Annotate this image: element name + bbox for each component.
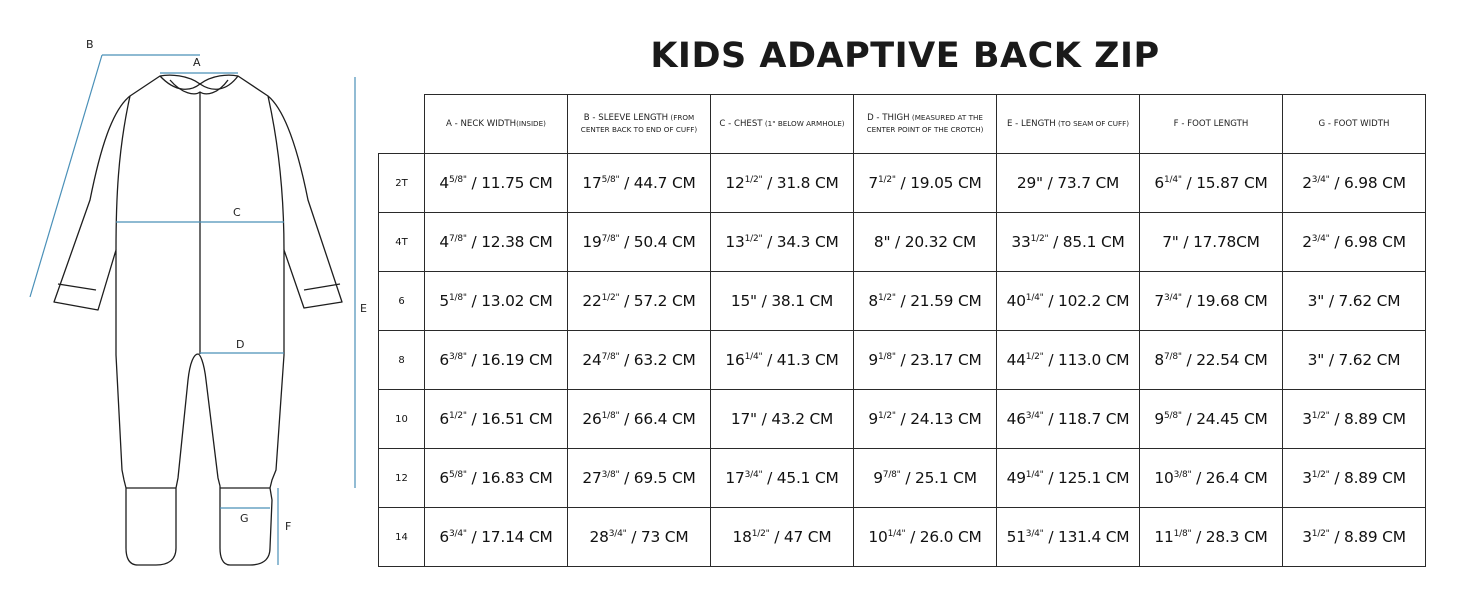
measurement-cm: / 31.8 CM <box>762 174 839 192</box>
measurement-cm: / 8.89 CM <box>1329 410 1406 428</box>
measurement-fraction: 1/2" <box>1311 470 1330 480</box>
header-row <box>379 95 1426 154</box>
column-header-label: B - SLEEVE LENGTH <box>583 113 669 123</box>
table-row <box>379 272 1426 331</box>
measurement-inches: 11 <box>1154 528 1174 546</box>
measurement-fraction: 3/4" <box>608 529 627 539</box>
measurement-fraction: 1/2" <box>744 175 763 185</box>
table-row <box>379 154 1426 213</box>
column-header-label: E - LENGTH <box>1006 119 1056 129</box>
dim-label-c: C <box>233 206 241 219</box>
measurement-fraction: 7/8" <box>882 470 901 480</box>
measurement-inches: 6 <box>439 469 449 487</box>
measurement-cm: / 7.62 CM <box>1324 351 1401 369</box>
measurement-inches: 7 <box>868 174 878 192</box>
measurement-inches: 8" <box>873 233 891 251</box>
measurement-fraction: 1/4" <box>1025 470 1044 480</box>
measurement-inches: 51 <box>1006 528 1026 546</box>
column-header <box>854 95 997 154</box>
column-header-note: (1" BELOW ARMHOLE) <box>762 119 845 128</box>
dimension-lines <box>30 55 355 565</box>
measurement-fraction: 1/2" <box>878 175 896 185</box>
measurement-cell <box>568 213 711 272</box>
measurement-inches: 2 <box>1302 233 1312 251</box>
column-header-label: D - THIGH <box>867 113 910 123</box>
measurement-inches: 6 <box>1154 174 1164 192</box>
measurement-inches: 3" <box>1307 292 1325 310</box>
dim-line-b-diagonal <box>30 55 102 297</box>
measurement-cm: / 16.51 CM <box>466 410 553 428</box>
measurement-fraction: 3/8" <box>449 352 467 362</box>
measurement-cm: / 6.98 CM <box>1329 233 1406 251</box>
measurement-inches: 13 <box>725 233 745 251</box>
measurement-cm: / 25.1 CM <box>900 469 977 487</box>
size-label: 6 <box>379 272 425 331</box>
measurement-cell <box>425 331 568 390</box>
column-header-note: (MEASURED AT THE CENTER POINT OF THE CROTCH) <box>866 113 984 134</box>
measurement-inches: 3" <box>1307 351 1325 369</box>
measurement-fraction: 1/4" <box>1164 175 1182 185</box>
measurement-cell <box>711 390 854 449</box>
measurement-inches: 9 <box>873 469 883 487</box>
measurement-cm: / 6.98 CM <box>1329 174 1406 192</box>
measurement-inches: 5 <box>439 292 449 310</box>
measurement-cm: / 19.05 CM <box>895 174 982 192</box>
measurement-inches: 4 <box>439 174 449 192</box>
measurement-inches: 24 <box>582 351 602 369</box>
measurement-fraction: 1/2" <box>878 411 896 421</box>
measurement-cm: / 57.2 CM <box>619 292 696 310</box>
measurement-cm: / 19.68 CM <box>1181 292 1268 310</box>
measurement-cm: / 34.3 CM <box>762 233 839 251</box>
measurement-cell <box>568 154 711 213</box>
measurement-cm: / 113.0 CM <box>1043 351 1130 369</box>
dim-label-f: F <box>285 520 292 533</box>
measurement-inches: 44 <box>1006 351 1026 369</box>
size-chart-table <box>378 94 1426 567</box>
measurement-cell <box>854 154 997 213</box>
measurement-fraction: 7/8" <box>449 234 467 244</box>
measurement-fraction: 1/8" <box>449 293 467 303</box>
dim-label-a: A <box>193 56 201 69</box>
measurement-cm: / 8.89 CM <box>1329 469 1406 487</box>
measurement-inches: 19 <box>582 233 602 251</box>
column-header <box>997 95 1140 154</box>
measurement-cell <box>1283 213 1426 272</box>
measurement-inches: 17 <box>582 174 602 192</box>
page-title: KIDS ADAPTIVE BACK ZIP <box>650 36 1160 76</box>
measurement-cell <box>425 449 568 508</box>
measurement-fraction: 1/2" <box>878 293 896 303</box>
dim-label-b: B <box>86 38 94 51</box>
measurement-fraction: 1/4" <box>744 352 763 362</box>
measurement-cm: / 73.7 CM <box>1042 174 1120 192</box>
measurement-cell <box>1140 272 1283 331</box>
measurement-cell <box>1283 449 1426 508</box>
column-header-label: G - FOOT WIDTH <box>1318 119 1390 129</box>
measurement-cell <box>1283 508 1426 567</box>
table-row <box>379 449 1426 508</box>
measurement-fraction: 1/2" <box>1030 234 1049 244</box>
measurement-cm: / 38.1 CM <box>756 292 834 310</box>
measurement-cm: / 21.59 CM <box>895 292 982 310</box>
dim-label-e: E <box>360 302 367 315</box>
measurement-cm: / 7.62 CM <box>1324 292 1401 310</box>
measurement-cell <box>854 449 997 508</box>
measurement-inches: 10 <box>868 528 888 546</box>
column-header-note: (FROM CENTER BACK TO END OF CUFF) <box>580 113 698 134</box>
measurement-cm: / 125.1 CM <box>1043 469 1130 487</box>
measurement-cell <box>711 272 854 331</box>
measurement-fraction: 3/4" <box>1025 411 1044 421</box>
measurement-cm: / 20.32 CM <box>890 233 977 251</box>
column-header <box>425 95 568 154</box>
measurement-fraction: 1/8" <box>878 352 896 362</box>
measurement-cell <box>568 272 711 331</box>
measurement-cell <box>997 213 1140 272</box>
column-header-note: (INSIDE) <box>516 119 546 128</box>
measurement-cell <box>997 390 1140 449</box>
measurement-fraction: 7/8" <box>601 352 620 362</box>
measurement-cm: / 23.17 CM <box>895 351 982 369</box>
corner-cell <box>379 95 425 154</box>
measurement-cell <box>568 390 711 449</box>
measurement-fraction: 1/2" <box>1311 411 1330 421</box>
measurement-cell <box>854 213 997 272</box>
measurement-cell <box>1140 508 1283 567</box>
measurement-cell <box>997 154 1140 213</box>
measurement-cell <box>568 331 711 390</box>
dim-label-d: D <box>236 338 245 351</box>
measurement-cm: / 13.02 CM <box>466 292 553 310</box>
measurement-inches: 6 <box>439 351 449 369</box>
measurement-inches: 15" <box>730 292 757 310</box>
measurement-cm: / 45.1 CM <box>762 469 839 487</box>
column-header <box>1140 95 1283 154</box>
measurement-inches: 2 <box>1302 174 1312 192</box>
size-label: 8 <box>379 331 425 390</box>
measurement-fraction: 7/8" <box>1164 352 1182 362</box>
measurement-fraction: 3/4" <box>1311 234 1330 244</box>
measurement-cell <box>1283 331 1426 390</box>
measurement-cell <box>425 213 568 272</box>
measurement-fraction: 3/4" <box>1311 175 1330 185</box>
measurement-inches: 22 <box>582 292 602 310</box>
measurement-inches: 8 <box>1154 351 1164 369</box>
table-row <box>379 331 1426 390</box>
measurement-fraction: 3/8" <box>1173 470 1192 480</box>
measurement-cm: / 43.2 CM <box>756 410 834 428</box>
dim-label-g: G <box>240 512 249 525</box>
measurement-cell <box>425 154 568 213</box>
measurement-cm: / 22.54 CM <box>1181 351 1268 369</box>
measurement-inches: 33 <box>1011 233 1031 251</box>
measurement-inches: 6 <box>439 528 449 546</box>
measurement-cm: / 15.87 CM <box>1181 174 1268 192</box>
measurement-cell <box>997 272 1140 331</box>
measurement-cell <box>1140 449 1283 508</box>
measurement-cm: / 44.7 CM <box>619 174 696 192</box>
measurement-cm: / 8.89 CM <box>1329 528 1406 546</box>
measurement-inches: 12 <box>725 174 745 192</box>
measurement-inches: 10 <box>1154 469 1174 487</box>
measurement-inches: 3 <box>1302 528 1312 546</box>
column-header-label: F - FOOT LENGTH <box>1173 119 1249 129</box>
measurement-cm: / 73 CM <box>626 528 689 546</box>
table-body <box>379 154 1426 567</box>
size-label: 12 <box>379 449 425 508</box>
table-header <box>379 95 1426 154</box>
measurement-cm: / 16.19 CM <box>466 351 553 369</box>
measurement-inches: 28 <box>589 528 609 546</box>
measurement-cell <box>1140 390 1283 449</box>
measurement-cm: / 50.4 CM <box>619 233 696 251</box>
measurement-fraction: 3/4" <box>744 470 763 480</box>
measurement-fraction: 1/2" <box>601 293 620 303</box>
measurement-inches: 4 <box>439 233 449 251</box>
measurement-cm: / 66.4 CM <box>619 410 696 428</box>
measurement-cm: / 102.2 CM <box>1043 292 1130 310</box>
measurement-cell <box>1283 154 1426 213</box>
column-header-note: (TO SEAM OF CUFF) <box>1055 119 1130 128</box>
measurement-inches: 7 <box>1154 292 1164 310</box>
measurement-inches: 40 <box>1006 292 1026 310</box>
measurement-cell <box>854 331 997 390</box>
measurement-cell <box>854 272 997 331</box>
measurement-fraction: 1/8" <box>1173 529 1192 539</box>
measurement-cm: / 17.14 CM <box>466 528 553 546</box>
measurement-inches: 3 <box>1302 469 1312 487</box>
measurement-inches: 49 <box>1006 469 1026 487</box>
measurement-cell <box>711 154 854 213</box>
measurement-cell <box>854 508 997 567</box>
table-row <box>379 508 1426 567</box>
column-header <box>568 95 711 154</box>
column-header-label: A - NECK WIDTH <box>446 119 517 129</box>
measurement-inches: 9 <box>1154 410 1164 428</box>
measurement-fraction: 1/4" <box>887 529 906 539</box>
measurement-cell <box>997 508 1140 567</box>
measurement-fraction: 3/4" <box>1164 293 1182 303</box>
measurement-fraction: 3/4" <box>1025 529 1044 539</box>
column-header <box>711 95 854 154</box>
measurement-cm: / 17.78CM <box>1178 233 1260 251</box>
measurement-inches: 6 <box>439 410 449 428</box>
measurement-cm: / 12.38 CM <box>466 233 553 251</box>
size-label: 10 <box>379 390 425 449</box>
measurement-inches: 16 <box>725 351 745 369</box>
measurement-cell <box>568 449 711 508</box>
measurement-inches: 18 <box>732 528 752 546</box>
measurement-cell <box>997 331 1140 390</box>
measurement-cm: / 85.1 CM <box>1048 233 1125 251</box>
table-row <box>379 213 1426 272</box>
measurement-cm: / 26.0 CM <box>905 528 982 546</box>
measurement-fraction: 1/4" <box>1025 293 1044 303</box>
measurement-cell <box>1283 390 1426 449</box>
measurement-fraction: 1/2" <box>449 411 467 421</box>
measurement-cell <box>1283 272 1426 331</box>
measurement-inches: 9 <box>868 351 878 369</box>
size-label: 14 <box>379 508 425 567</box>
measurement-cell <box>425 390 568 449</box>
measurement-fraction: 5/8" <box>449 470 467 480</box>
measurement-cm: / 47 CM <box>769 528 832 546</box>
measurement-cell <box>1140 213 1283 272</box>
measurement-inches: 29" <box>1016 174 1043 192</box>
table-row <box>379 390 1426 449</box>
measurement-inches: 8 <box>868 292 878 310</box>
measurement-fraction: 5/8" <box>449 175 467 185</box>
garment-outline <box>54 75 342 565</box>
column-header-label: C - CHEST <box>719 119 763 129</box>
measurement-inches: 46 <box>1006 410 1026 428</box>
measurement-cm: / 63.2 CM <box>619 351 696 369</box>
measurement-cell <box>711 331 854 390</box>
column-header <box>1283 95 1426 154</box>
measurement-cm: / 28.3 CM <box>1191 528 1268 546</box>
measurement-fraction: 1/8" <box>601 411 620 421</box>
measurement-cell <box>425 272 568 331</box>
measurement-cm: / 41.3 CM <box>762 351 839 369</box>
measurement-fraction: 7/8" <box>601 234 620 244</box>
measurement-cell <box>711 508 854 567</box>
measurement-cell <box>1140 154 1283 213</box>
measurement-inches: 26 <box>582 410 602 428</box>
measurement-cm: / 131.4 CM <box>1043 528 1130 546</box>
measurement-inches: 27 <box>582 469 602 487</box>
measurement-inches: 17" <box>730 410 757 428</box>
measurement-cm: / 16.83 CM <box>466 469 553 487</box>
measurement-cell <box>711 449 854 508</box>
measurement-cell <box>997 449 1140 508</box>
measurement-cell <box>711 213 854 272</box>
dimension-labels <box>86 38 367 533</box>
measurement-cm: / 24.45 CM <box>1181 410 1268 428</box>
measurement-fraction: 1/2" <box>751 529 770 539</box>
measurement-inches: 3 <box>1302 410 1312 428</box>
measurement-inches: 7" <box>1162 233 1179 251</box>
measurement-fraction: 5/8" <box>1164 411 1182 421</box>
measurement-fraction: 3/8" <box>601 470 620 480</box>
measurement-fraction: 5/8" <box>601 175 620 185</box>
measurement-cm: / 69.5 CM <box>619 469 696 487</box>
measurement-fraction: 1/2" <box>1025 352 1044 362</box>
measurement-cell <box>568 508 711 567</box>
measurement-inches: 9 <box>868 410 878 428</box>
measurement-cm: / 11.75 CM <box>466 174 553 192</box>
measurement-cell <box>1140 331 1283 390</box>
measurement-fraction: 1/2" <box>744 234 763 244</box>
measurement-cm: / 118.7 CM <box>1043 410 1130 428</box>
size-label: 4T <box>379 213 425 272</box>
measurement-fraction: 1/2" <box>1311 529 1330 539</box>
measurement-cm: / 24.13 CM <box>895 410 982 428</box>
measurement-fraction: 3/4" <box>449 529 467 539</box>
garment-diagram <box>0 0 380 600</box>
size-label: 2T <box>379 154 425 213</box>
measurement-inches: 17 <box>725 469 745 487</box>
measurement-cm: / 26.4 CM <box>1191 469 1268 487</box>
measurement-cell <box>425 508 568 567</box>
measurement-cell <box>854 390 997 449</box>
